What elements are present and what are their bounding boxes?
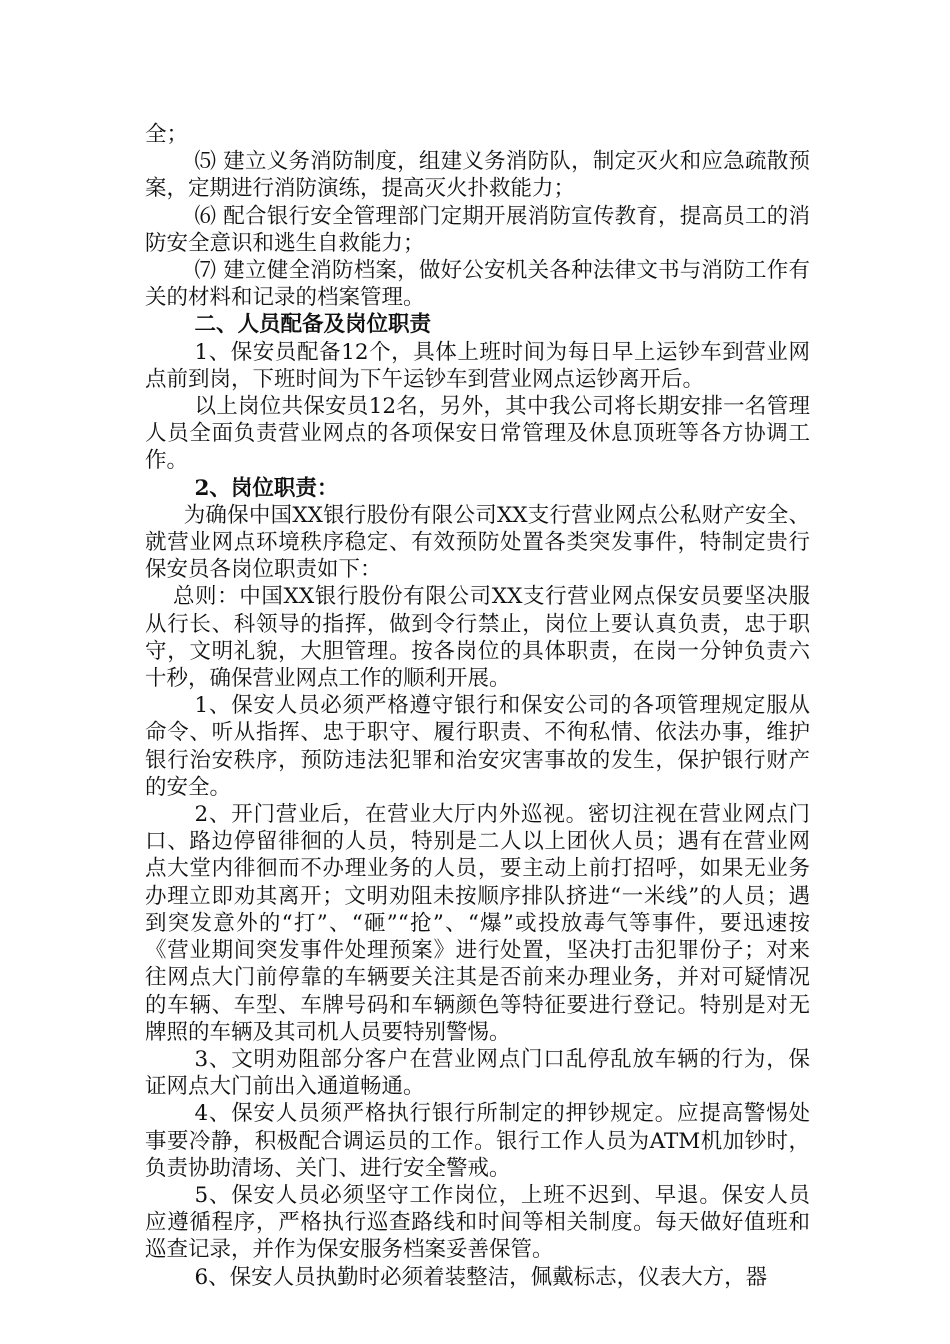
paragraph-duty-2: 2、开门营业后，在营业大厅内外巡视。密切注视在营业网点门口、路边停留徘徊的人员，特别是二人以上团伙人员；遇有在营业网点大堂内徘徊而不办理业务的人员，要主动上前打招呼，如果无业务办理立即劝其离开；文明劝阻未按顺序排队挤进“一米线”的人员；遇到突发意外的“打”、“砸”“抢”、“爆”或投放毒气等事件，要迅速按《营业期间突发事件处理预案》进行处置，坚决打击犯罪份子；对来往网点大门前停靠的车辆要关注其是否前来办理业务，并对可疑情况的车辆、车型、车牌号码和车辆颜色等特征要进行登记。特别是对无牌照的车辆及其司机人员要特别警惕。	[145, 802, 810, 1045]
document-body	[145, 121, 810, 1291]
paragraph-guard-allocation: 1、保安员配备12个，具体上班时间为每日早上运钞车到营业网点前到岗，下班时间为下午运钞车到营业网点运钞离开后。	[145, 339, 810, 392]
paragraph-fire-brigade: ⑸ 建立义务消防制度，组建义务消防队，制定灭火和应急疏散预案，定期进行消防演练，提高灭火扑救能力；	[145, 149, 810, 202]
section-heading-staffing: 二、人员配备及岗位职责	[194, 312, 431, 338]
paragraph-general-rules: 总则：中国XX银行股份有限公司XX支行营业网点保安员要坚决服从行长、科领导的指挥，做到令行禁止，岗位上要认真负责，忠于职守，文明礼貌，大胆管理。按各岗位的具体职责，在岗一分钟负责六十秒，确保营业网点工作的顺利开展。	[145, 584, 810, 692]
paragraph-duty-4: 4、保安人员须严格执行银行所制定的押钞规定。应提高警惕处事要冷静，积极配合调运员的工作。银行工作人员为ATM机加钞时，负责协助清场、关门、进行安全警戒。	[145, 1101, 810, 1181]
paragraph-duty-3: 3、文明劝阻部分客户在营业网点门口乱停乱放车辆的行为，保证网点大门前出入通道畅通。	[145, 1046, 810, 1100]
paragraph-duty-6: 6、保安人员执勤时必须着装整洁，佩戴标志，仪表大方，器	[194, 1264, 768, 1290]
paragraph-fire-education: ⑹ 配合银行安全管理部门定期开展消防宣传教育，提高员工的消防安全意识和逃生自救能力；	[145, 203, 810, 256]
paragraph-continuation: 全；	[145, 122, 189, 147]
paragraph-guard-total: 以上岗位共保安员12名，另外，其中我公司将长期安排一名管理人员全面负责营业网点的各项保安日常管理及休息顶班等各方协调工作。	[145, 394, 810, 474]
section-heading-duties: 2、岗位职责：	[194, 475, 339, 501]
paragraph-duties-intro: 为确保中国XX银行股份有限公司XX支行营业网点公私财产安全、就营业网点环境秩序稳定、有效预防处置各类突发事件，特制定贵行保安员各岗位职责如下：	[145, 502, 810, 583]
paragraph-duty-1: 1、保安人员必须严格遵守银行和保安公司的各项管理规定服从命令、听从指挥、忠于职守、履行职责、不徇私情、依法办事，维护银行治安秩序，预防违法犯罪和治安灾害事故的发生，保护银行财产的安全。	[145, 693, 810, 800]
paragraph-duty-5: 5、保安人员必须坚守工作岗位，上班不迟到、早退。保安人员应遵循程序，严格执行巡查路线和时间等相关制度。每天做好值班和巡查记录，并作为保安服务档案妥善保管。	[145, 1182, 810, 1263]
paragraph-fire-archive: ⑺ 建立健全消防档案，做好公安机关各种法律文书与消防工作有关的材料和记录的档案管理。	[145, 258, 810, 311]
